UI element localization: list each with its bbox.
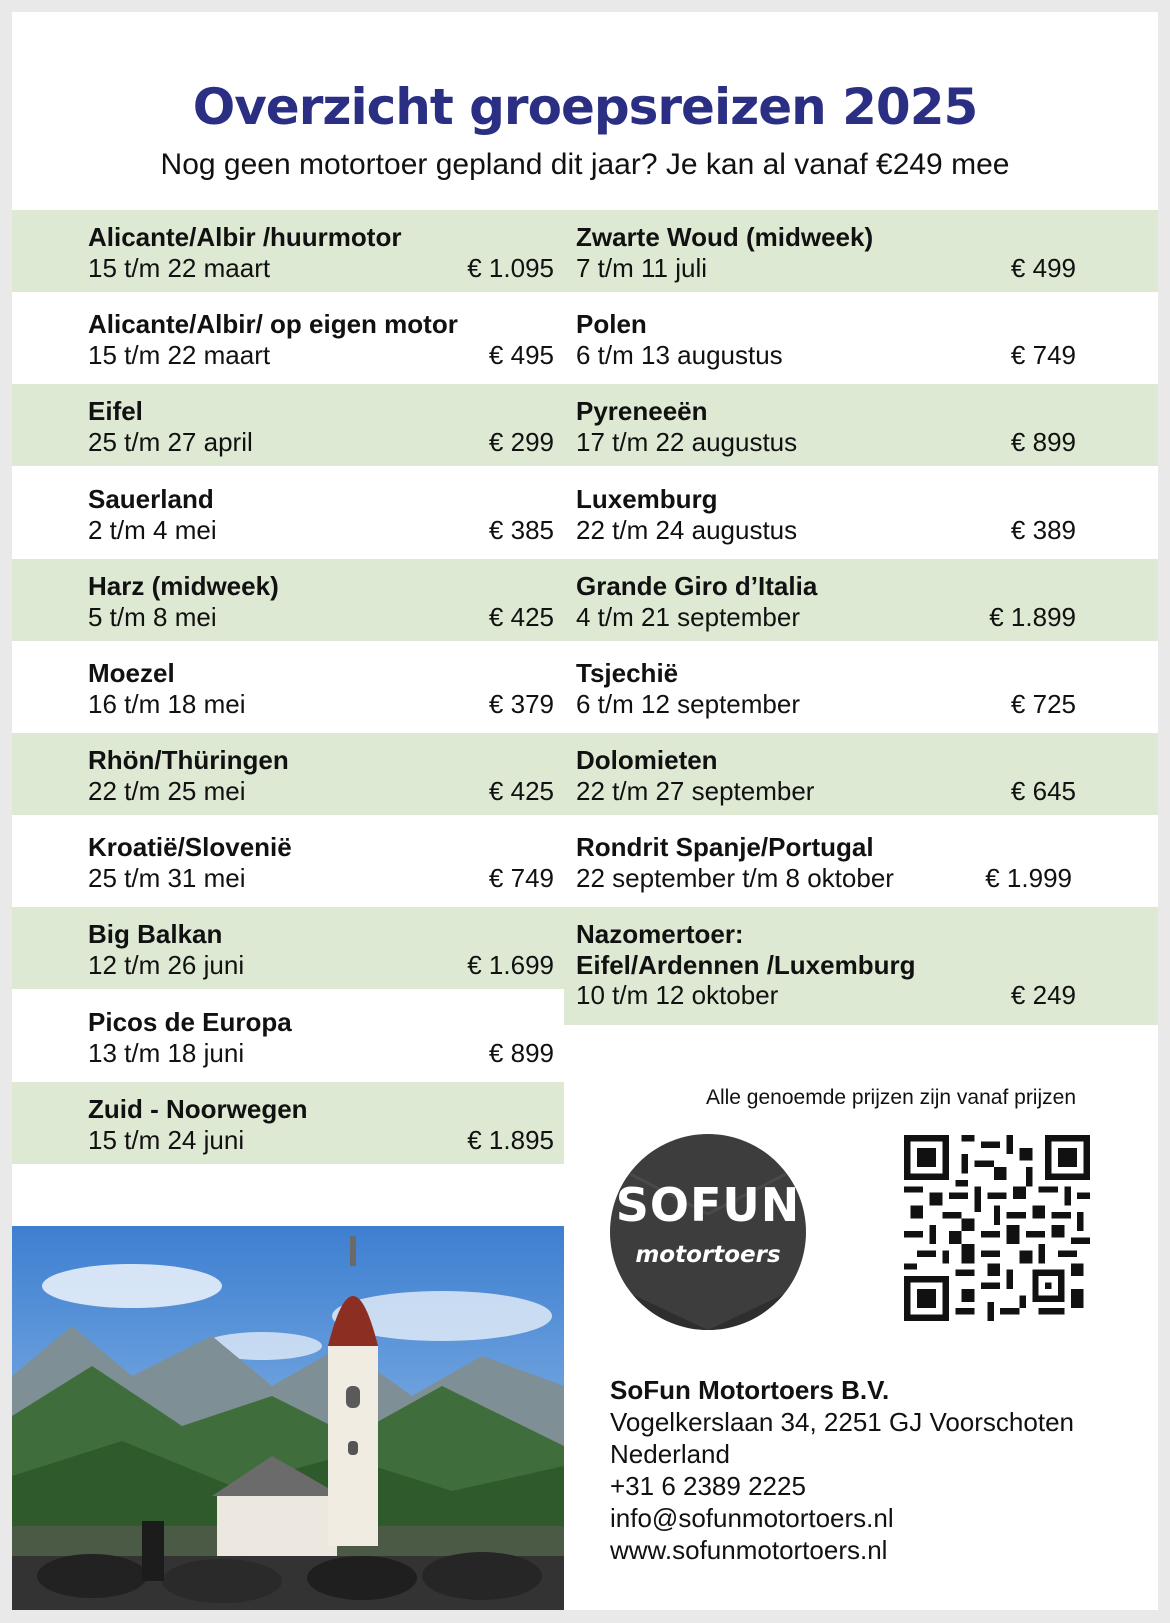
trip-date: 6 t/m 13 augustus	[576, 340, 783, 370]
company-country: Nederland	[610, 1439, 730, 1469]
company-name: SoFun Motortoers B.V.	[610, 1375, 890, 1405]
trip-row	[12, 559, 564, 641]
trip-name: Rondrit Spanje/Portugal	[576, 832, 874, 862]
trip-price: € 425	[488, 776, 554, 806]
page-title: Overzicht groepsreizen 2025	[192, 78, 978, 136]
page-subtitle: Nog geen motortoer gepland dit jaar? Je kan al vanaf €249 mee	[160, 148, 1010, 181]
trip-name: Polen	[576, 309, 647, 339]
photo-illustration	[12, 1226, 564, 1610]
trip-row	[564, 733, 1158, 815]
trip-price: € 645	[1010, 776, 1076, 806]
trip-price: € 499	[1010, 253, 1076, 283]
church-mountain-photo	[12, 1226, 564, 1610]
logo-chevron-icon	[610, 1134, 806, 1330]
trip-price: € 1.899	[989, 602, 1076, 632]
trip-row	[564, 820, 1158, 906]
trip-name: Sauerland	[88, 484, 214, 514]
trip-price: € 379	[488, 689, 554, 719]
trip-row	[564, 384, 1158, 466]
trip-row	[12, 1082, 564, 1164]
trip-name: Pyreneeën	[576, 396, 708, 426]
company-email[interactable]: info@sofunmotortoers.nl	[610, 1503, 894, 1533]
trip-date: 4 t/m 21 september	[576, 602, 800, 632]
trip-row	[564, 646, 1158, 732]
trip-date: 10 t/m 12 oktober	[576, 980, 779, 1010]
trip-date: 7 t/m 11 juli	[576, 253, 708, 283]
trip-price: € 495	[488, 340, 554, 370]
trip-row	[564, 297, 1158, 383]
trip-date: 17 t/m 22 augustus	[576, 427, 798, 457]
trip-name: Tsjechië	[576, 658, 679, 688]
trip-name: Rhön/Thüringen	[88, 745, 289, 775]
trip-date: 2 t/m 4 mei	[88, 515, 217, 545]
trip-date: 6 t/m 12 september	[576, 689, 800, 719]
trip-date: 22 t/m 27 september	[576, 776, 815, 806]
brochure-page	[12, 12, 1158, 1610]
trip-date: 22 t/m 24 augustus	[576, 515, 798, 545]
trip-date: 16 t/m 18 mei	[88, 689, 246, 719]
trip-price: € 385	[488, 515, 554, 545]
trip-row	[12, 297, 564, 383]
trip-date: 15 t/m 24 juni	[88, 1125, 245, 1155]
trip-price: € 899	[1010, 427, 1076, 457]
trip-row	[564, 210, 1158, 292]
trip-date: 22 september t/m 8 oktober	[576, 863, 894, 893]
trip-name: Picos de Europa	[88, 1007, 292, 1037]
qr-code-icon[interactable]	[904, 1130, 1090, 1326]
trip-price: € 1.699	[467, 950, 554, 980]
company-address: Vogelkerslaan 34, 2251 GJ Voorschoten	[610, 1407, 1074, 1437]
trip-price: € 749	[488, 863, 554, 893]
trip-date: 12 t/m 26 juni	[88, 950, 245, 980]
logo-brand: SOFUN	[615, 1178, 801, 1232]
trip-name: Nazomertoer:	[576, 919, 744, 949]
trip-date: 25 t/m 27 april	[88, 427, 253, 457]
trip-name: Zuid - Noorwegen	[88, 1094, 308, 1124]
trip-date: 25 t/m 31 mei	[88, 863, 246, 893]
company-phone[interactable]: +31 6 2389 2225	[610, 1471, 806, 1501]
trip-row	[12, 820, 564, 906]
trip-row	[12, 384, 564, 466]
trip-row	[12, 210, 564, 292]
trip-price: € 249	[1010, 980, 1076, 1010]
trip-price: € 299	[488, 427, 554, 457]
trip-name: Dolomieten	[576, 745, 718, 775]
trip-date: 5 t/m 8 mei	[88, 602, 217, 632]
sofun-logo	[610, 1134, 806, 1330]
trip-row	[12, 646, 564, 732]
price-note: Alle genoemde prijzen zijn vanaf prijzen	[705, 1086, 1076, 1109]
trip-date: 22 t/m 25 mei	[88, 776, 246, 806]
trip-name: Alicante/Albir /huurmotor	[88, 222, 402, 252]
trip-row	[12, 907, 564, 989]
trip-price: € 425	[488, 602, 554, 632]
trip-date: 15 t/m 22 maart	[88, 253, 271, 283]
trip-date: 15 t/m 22 maart	[88, 340, 271, 370]
trip-name: Moezel	[88, 658, 175, 688]
trip-row	[12, 995, 564, 1081]
trip-row	[12, 733, 564, 815]
trip-name: Zwarte Woud (midweek)	[576, 222, 874, 252]
trip-date: 13 t/m 18 juni	[88, 1038, 245, 1068]
trip-price: € 1.999	[985, 863, 1072, 893]
trip-row	[564, 472, 1158, 558]
trip-price: € 1.895	[467, 1125, 554, 1155]
trip-name: Kroatië/Slovenië	[88, 832, 292, 862]
trip-price: € 389	[1010, 515, 1076, 545]
company-website[interactable]: www.sofunmotortoers.nl	[610, 1535, 888, 1565]
trip-name: Harz (midweek)	[88, 571, 279, 601]
trip-price: € 899	[488, 1038, 554, 1068]
company-info	[610, 1374, 1074, 1566]
logo-sub: motortoers	[635, 1242, 781, 1268]
trip-name: Alicante/Albir/ op eigen motor	[88, 309, 458, 339]
trip-name-line2: Eifel/Ardennen /Luxemburg	[576, 950, 916, 980]
trip-row	[564, 559, 1158, 641]
trip-row	[564, 907, 1158, 1025]
trip-price: € 1.095	[467, 253, 554, 283]
trip-name: Luxemburg	[576, 484, 718, 514]
trip-name: Grande Giro d’Italia	[576, 571, 818, 601]
trip-row	[12, 472, 564, 558]
trip-price: € 749	[1010, 340, 1076, 370]
trip-name: Eifel	[88, 396, 143, 426]
trip-price: € 725	[1010, 689, 1076, 719]
trip-name: Big Balkan	[88, 919, 223, 949]
